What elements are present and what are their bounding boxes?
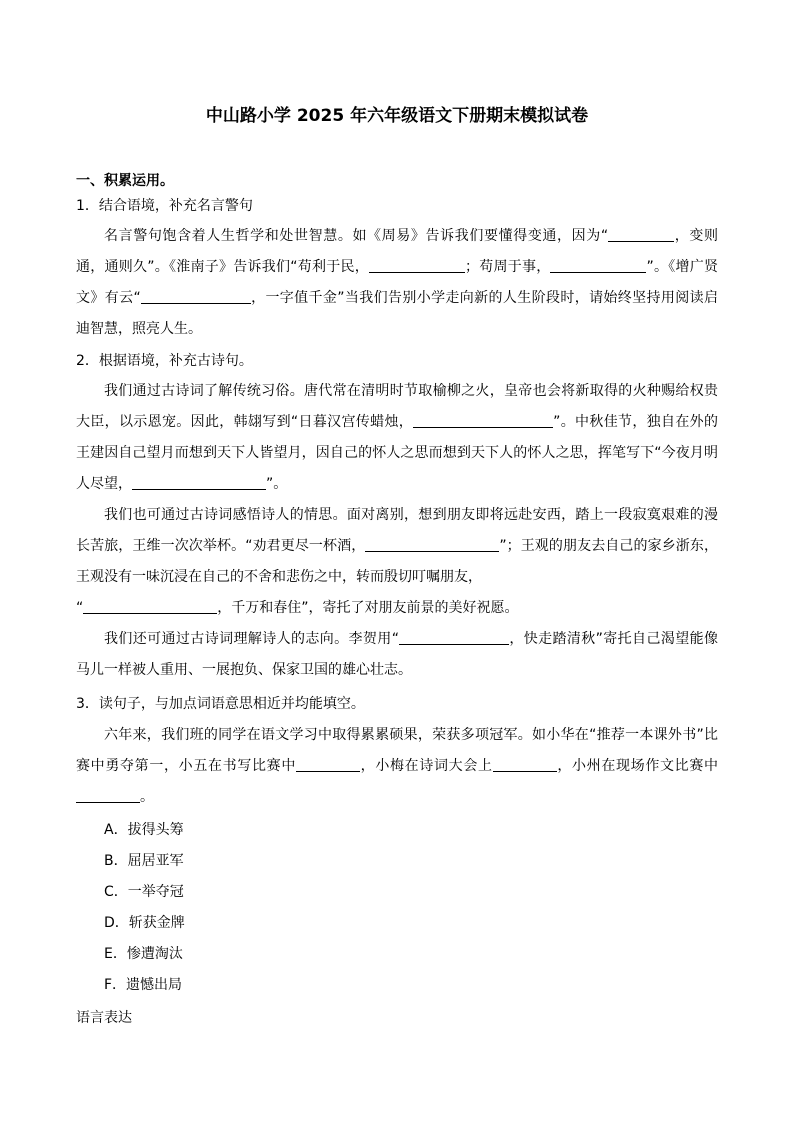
section-heading: 一、积累运用。 — [76, 173, 174, 189]
section-2-heading: 语言表达 — [76, 1010, 132, 1026]
answer-blank[interactable] — [399, 628, 509, 645]
option-b[interactable]: B．屈居亚军 — [104, 853, 184, 869]
question-2-passage: 我们通过古诗词了解传统习俗。唐代常在清明时节取榆柳之火，皇帝也会将新取得的火种赐给权贵大臣，以示恩宠。因此，韩翃写到“日暮汉宫传蜡烛， ”。中秋佳节，独自在外的王建因自己望月而想到天下人皆望月，因自己的怀人之思而想到天下人的怀人之思，挥笔写下“今夜月明人尽望， ”。 我们也可通过古诗词感悟诗人的情思。面对离别，想到朋友即将远赴安西，踏上一段寂寞艰难的漫长苦旅，王维一次次举杯。“劝君更尽一杯酒， ”；王观的朋友去自己的家乡浙东，王观没有一味沉浸在自己的不舍和悲伤之中，转而殷切叮嘱朋友， “ ，千万和春住”，寄托了对朋友前景的美好祝愿。 我们还可通过古诗词理解诗人的志向。李贺用“ ，快走踏清秋”寄托自己渴望能像马儿一样被人重用、一展抱负、保家卫国的雄心壮志。 — [76, 383, 718, 678]
answer-blank[interactable] — [365, 535, 499, 552]
answer-blank[interactable] — [141, 287, 251, 304]
option-c[interactable]: C．一举夺冠 — [104, 884, 184, 900]
answer-blank[interactable] — [76, 786, 140, 803]
question-3-passage: 六年来，我们班的同学在语文学习中取得累累硕果，荣获多项冠军。如小华在“推荐一本课外书”比赛中勇夺第一，小五在书写比赛中 ，小梅在诗词大会上 ，小州在现场作文比赛中。 — [76, 727, 719, 805]
question-3-label: 3．读句子，与加点词语意思相近并均能填空。 — [76, 696, 365, 712]
answer-blank[interactable] — [83, 597, 217, 614]
answer-blank[interactable] — [296, 755, 360, 772]
question-1-passage: 名言警句饱含着人生哲学和处世智慧。如《周易》告诉我们要懂得变通，因为“ ，变则通，通则久”。《淮南子》告诉我们“苟利于民， ；苟周于事， ”。《增广贤文》有云“ ，一字值千金”当我们告别小学走向新的人生阶段时，请始终坚持用阅读启迪智慧，照亮人生。 — [76, 221, 718, 345]
answer-blank[interactable] — [132, 473, 266, 490]
question-2-label: 2．根据语境，补充古诗句。 — [76, 353, 253, 369]
option-e[interactable]: E．惨遭淘汰 — [104, 946, 183, 962]
option-a[interactable]: A．拔得头筹 — [104, 822, 184, 838]
answer-blank[interactable] — [550, 256, 646, 273]
answer-blank[interactable] — [413, 411, 553, 428]
answer-blank[interactable] — [493, 755, 557, 772]
option-d[interactable]: D．斩获金牌 — [104, 915, 185, 931]
answer-blank[interactable] — [608, 225, 674, 242]
option-f[interactable]: F．遗憾出局 — [104, 977, 183, 993]
question-1-label: 1．结合语境，补充名言警句 — [76, 198, 253, 214]
answer-blank[interactable] — [369, 256, 465, 273]
exam-title: 中山路小学 2025 年六年级语文下册期末模拟试卷 — [205, 106, 589, 126]
